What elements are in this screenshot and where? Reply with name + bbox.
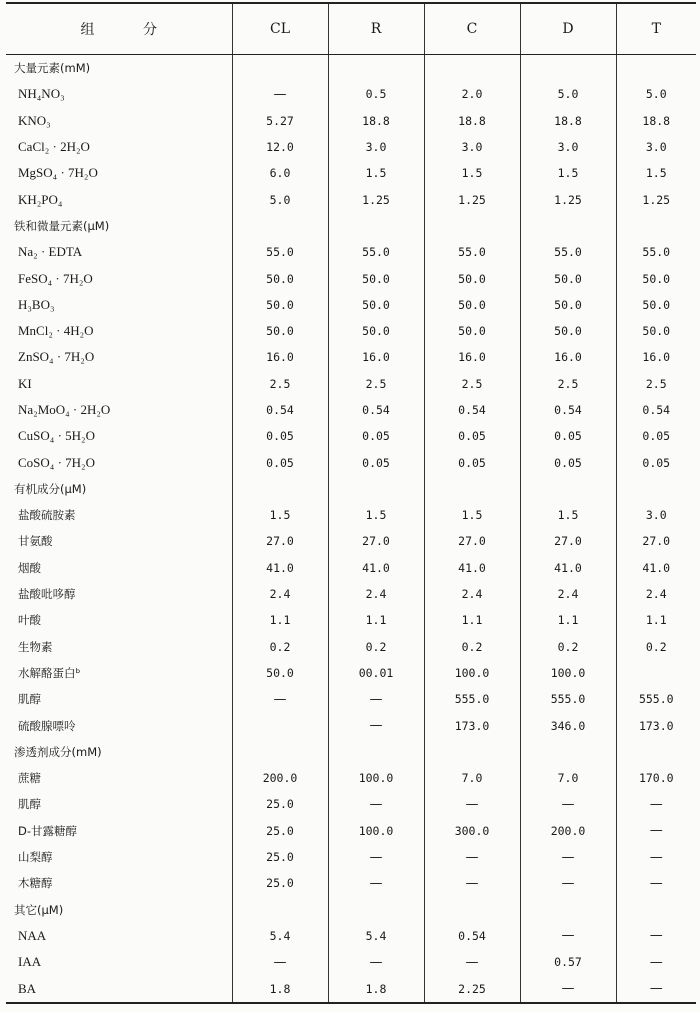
value-c: 0.2 [424, 634, 520, 660]
value-r: 1.5 [328, 160, 424, 186]
section-label: 大量元素(mM) [14, 61, 91, 76]
component-name: FeSO₄ · 7H₂O [18, 270, 93, 286]
value-t: — [616, 975, 696, 1002]
table-row [6, 555, 696, 581]
header-medium-t: T [616, 3, 696, 55]
section-label: 铁和微量元素(μM) [14, 218, 110, 233]
value-d: 2.4 [520, 581, 616, 607]
header-component: 组 分 [6, 3, 232, 55]
value-r [328, 897, 424, 923]
value-c: 55.0 [424, 239, 520, 265]
value-d: 1.25 [520, 186, 616, 212]
section-label: 渗透剂成分(mM) [14, 744, 102, 759]
value-r: 41.0 [328, 555, 424, 581]
value-r: 100.0 [328, 765, 424, 791]
value-t: 27.0 [616, 528, 696, 554]
value-cl: — [232, 949, 328, 975]
value-d: 27.0 [520, 528, 616, 554]
value-r: — [328, 712, 424, 738]
value-t: 555.0 [616, 686, 696, 712]
value-cl: 41.0 [232, 555, 328, 581]
value-r: 100.0 [328, 818, 424, 844]
value-cl: 0.2 [232, 634, 328, 660]
table-row [6, 765, 696, 791]
value-cl: 1.8 [232, 975, 328, 1002]
value-d: 200.0 [520, 818, 616, 844]
value-t: 1.5 [616, 160, 696, 186]
component-name: 甘氨酸 [18, 534, 53, 549]
value-d: — [520, 791, 616, 817]
value-t [616, 213, 696, 239]
value-r: 18.8 [328, 108, 424, 134]
value-t: 18.8 [616, 108, 696, 134]
value-d: 100.0 [520, 660, 616, 686]
value-d: 1.5 [520, 502, 616, 528]
value-d: 0.05 [520, 449, 616, 475]
value-c: 555.0 [424, 686, 520, 712]
value-d: 18.8 [520, 108, 616, 134]
value-t [616, 897, 696, 923]
value-c: 0.05 [424, 423, 520, 449]
value-c [424, 213, 520, 239]
value-d: 55.0 [520, 239, 616, 265]
value-r: 0.5 [328, 81, 424, 107]
component-name: 生物素 [18, 639, 53, 654]
component-name: MnCl₂ · 4H₂O [18, 323, 94, 339]
table-row [6, 923, 696, 949]
value-d: 0.54 [520, 397, 616, 423]
value-cl: 27.0 [232, 528, 328, 554]
component-name: IAA [18, 954, 42, 970]
value-c: 2.25 [424, 975, 520, 1002]
value-t: 50.0 [616, 318, 696, 344]
value-c: 1.1 [424, 607, 520, 633]
value-c: 41.0 [424, 555, 520, 581]
component-name: D-甘露糖醇 [18, 823, 78, 838]
value-c: 173.0 [424, 712, 520, 738]
component-name: MgSO₄ · 7H₂O [18, 165, 98, 181]
value-c: — [424, 844, 520, 870]
value-t: 50.0 [616, 292, 696, 318]
value-t: — [616, 923, 696, 949]
component-name: NAA [18, 927, 47, 943]
value-cl: 25.0 [232, 791, 328, 817]
media-composition-table [6, 2, 696, 1004]
value-r: 50.0 [328, 292, 424, 318]
value-r: 0.05 [328, 423, 424, 449]
value-d: 5.0 [520, 81, 616, 107]
value-c: 2.5 [424, 371, 520, 397]
value-cl [232, 476, 328, 502]
value-cl: 0.54 [232, 397, 328, 423]
header-medium-r: R [328, 3, 424, 55]
value-t: 0.54 [616, 397, 696, 423]
value-r: 5.4 [328, 923, 424, 949]
value-c: — [424, 791, 520, 817]
value-r: 0.2 [328, 634, 424, 660]
value-r [328, 213, 424, 239]
value-d: 7.0 [520, 765, 616, 791]
value-t: 0.05 [616, 449, 696, 475]
component-name: 山梨醇 [18, 850, 53, 865]
value-d: 50.0 [520, 292, 616, 318]
value-cl: 5.4 [232, 923, 328, 949]
value-d: 346.0 [520, 712, 616, 738]
value-r: 16.0 [328, 344, 424, 370]
component-name: H₃BO₃ [18, 296, 55, 312]
value-cl: 16.0 [232, 344, 328, 370]
table-row [6, 292, 696, 318]
table-row [6, 160, 696, 186]
value-t: 3.0 [616, 502, 696, 528]
component-name: KH₂PO₄ [18, 191, 63, 207]
component-name: CoSO₄ · 7H₂O [18, 454, 95, 470]
value-c: 0.54 [424, 923, 520, 949]
table-row [6, 607, 696, 633]
value-c: 2.0 [424, 81, 520, 107]
value-d: 50.0 [520, 265, 616, 291]
header-medium-c: C [424, 3, 520, 55]
value-d [520, 213, 616, 239]
value-r: — [328, 686, 424, 712]
value-t: — [616, 949, 696, 975]
value-r: 50.0 [328, 265, 424, 291]
header-medium-cl: CL [232, 3, 328, 55]
table-row [6, 108, 696, 134]
value-t: 1.1 [616, 607, 696, 633]
table-row [6, 528, 696, 554]
value-c: 7.0 [424, 765, 520, 791]
value-cl [232, 897, 328, 923]
table-row [6, 686, 696, 712]
value-r: 27.0 [328, 528, 424, 554]
section-header-row [6, 897, 696, 923]
table-row [6, 870, 696, 896]
value-d: 0.2 [520, 634, 616, 660]
value-d: — [520, 844, 616, 870]
component-name: 盐酸吡哆醇 [18, 587, 76, 602]
value-cl: — [232, 686, 328, 712]
value-r [328, 476, 424, 502]
component-name: 烟酸 [18, 560, 41, 575]
value-r: 55.0 [328, 239, 424, 265]
value-c: 50.0 [424, 318, 520, 344]
table-row [6, 975, 696, 1002]
value-cl [232, 712, 328, 738]
value-r [328, 55, 424, 82]
value-d: 3.0 [520, 134, 616, 160]
value-t [616, 476, 696, 502]
value-cl: 1.5 [232, 502, 328, 528]
component-name: 肌醇 [18, 692, 41, 707]
value-d: — [520, 975, 616, 1002]
value-t: 5.0 [616, 81, 696, 107]
value-cl: 50.0 [232, 292, 328, 318]
value-t: 2.5 [616, 371, 696, 397]
section-header-row [6, 55, 696, 82]
value-cl: 12.0 [232, 134, 328, 160]
value-c: 18.8 [424, 108, 520, 134]
value-c: 50.0 [424, 265, 520, 291]
value-cl: 0.05 [232, 449, 328, 475]
table-row [6, 186, 696, 212]
value-t [616, 660, 696, 686]
value-d: 0.05 [520, 423, 616, 449]
value-cl [232, 55, 328, 82]
table-row [6, 818, 696, 844]
value-t: 50.0 [616, 265, 696, 291]
value-t: 2.4 [616, 581, 696, 607]
table-row [6, 423, 696, 449]
value-cl: 5.0 [232, 186, 328, 212]
value-cl: 2.5 [232, 371, 328, 397]
section-header-row [6, 476, 696, 502]
value-t: — [616, 870, 696, 896]
value-cl: 2.4 [232, 581, 328, 607]
value-cl: 25.0 [232, 818, 328, 844]
component-name: 硫酸腺嘌呤 [18, 718, 76, 733]
value-d: — [520, 870, 616, 896]
value-cl: 25.0 [232, 844, 328, 870]
value-c: 300.0 [424, 818, 520, 844]
value-t [616, 739, 696, 765]
component-name: 水解酪蛋白ᵇ [18, 665, 81, 680]
value-t: 55.0 [616, 239, 696, 265]
value-d [520, 55, 616, 82]
section-label: 有机成分(μM) [14, 481, 87, 496]
component-name: ZnSO₄ · 7H₂O [18, 349, 95, 365]
value-cl: — [232, 81, 328, 107]
value-c: — [424, 949, 520, 975]
component-name: 盐酸硫胺素 [18, 508, 76, 523]
value-c: 50.0 [424, 292, 520, 318]
value-c [424, 476, 520, 502]
value-d [520, 739, 616, 765]
component-name: 木糖醇 [18, 876, 53, 891]
value-c: 2.4 [424, 581, 520, 607]
component-name: NH₄NO₃ [18, 86, 65, 102]
value-t: — [616, 844, 696, 870]
value-t: 41.0 [616, 555, 696, 581]
table-row [6, 844, 696, 870]
table-row [6, 660, 696, 686]
value-r: 1.25 [328, 186, 424, 212]
value-c [424, 55, 520, 82]
value-c: 1.25 [424, 186, 520, 212]
table-row [6, 371, 696, 397]
value-t [616, 55, 696, 82]
component-name: BA [18, 980, 37, 996]
value-d [520, 476, 616, 502]
value-t: — [616, 791, 696, 817]
table-row [6, 502, 696, 528]
section-header-row [6, 213, 696, 239]
table-body [6, 55, 696, 1003]
value-r: 1.5 [328, 502, 424, 528]
component-name: Na₂ · EDTA [18, 244, 83, 260]
header-medium-d: D [520, 3, 616, 55]
table-row [6, 397, 696, 423]
table-row [6, 134, 696, 160]
table-row [6, 449, 696, 475]
value-r [328, 739, 424, 765]
value-r: 1.8 [328, 975, 424, 1002]
value-r: 0.54 [328, 397, 424, 423]
value-r: — [328, 791, 424, 817]
value-t: 3.0 [616, 134, 696, 160]
component-name: 肌醇 [18, 797, 41, 812]
value-cl: 55.0 [232, 239, 328, 265]
value-t: — [616, 818, 696, 844]
table-row [6, 344, 696, 370]
value-t: 173.0 [616, 712, 696, 738]
value-c: — [424, 870, 520, 896]
value-c: 3.0 [424, 134, 520, 160]
value-r: 2.4 [328, 581, 424, 607]
value-r: — [328, 870, 424, 896]
component-name: Na₂MoO₄ · 2H₂O [18, 402, 111, 417]
component-name: 叶酸 [18, 613, 41, 628]
value-cl: 5.27 [232, 108, 328, 134]
value-t: 1.25 [616, 186, 696, 212]
value-d: 1.5 [520, 160, 616, 186]
value-r: 1.1 [328, 607, 424, 633]
value-c: 16.0 [424, 344, 520, 370]
component-name: KNO₃ [18, 112, 51, 128]
value-cl: 50.0 [232, 265, 328, 291]
value-c: 100.0 [424, 660, 520, 686]
value-cl: 1.1 [232, 607, 328, 633]
table-row [6, 239, 696, 265]
table-row [6, 791, 696, 817]
value-d: — [520, 923, 616, 949]
value-d: 41.0 [520, 555, 616, 581]
value-cl: 6.0 [232, 160, 328, 186]
component-name: KI [18, 375, 32, 391]
value-d: 2.5 [520, 371, 616, 397]
value-d: 0.57 [520, 949, 616, 975]
value-cl: 25.0 [232, 870, 328, 896]
table-row [6, 318, 696, 344]
table-row [6, 81, 696, 107]
table-row [6, 265, 696, 291]
table-row [6, 949, 696, 975]
value-r: — [328, 844, 424, 870]
value-cl: 0.05 [232, 423, 328, 449]
value-cl [232, 739, 328, 765]
value-d: 555.0 [520, 686, 616, 712]
value-d: 1.1 [520, 607, 616, 633]
component-name: CuSO₄ · 5H₂O [18, 428, 95, 444]
value-r: 00.01 [328, 660, 424, 686]
value-c: 27.0 [424, 528, 520, 554]
component-name: 蔗糖 [18, 771, 41, 786]
table-row [6, 581, 696, 607]
value-c [424, 739, 520, 765]
section-label: 其它(μM) [14, 902, 64, 917]
value-cl [232, 213, 328, 239]
value-t: 170.0 [616, 765, 696, 791]
value-r: 50.0 [328, 318, 424, 344]
value-cl: 200.0 [232, 765, 328, 791]
value-c: 0.54 [424, 397, 520, 423]
value-c: 0.05 [424, 449, 520, 475]
table-row [6, 634, 696, 660]
value-c: 1.5 [424, 502, 520, 528]
value-t: 0.2 [616, 634, 696, 660]
value-cl: 50.0 [232, 318, 328, 344]
value-t: 0.05 [616, 423, 696, 449]
table-row [6, 712, 696, 738]
component-name: CaCl₂ · 2H₂O [18, 139, 90, 155]
value-r: 3.0 [328, 134, 424, 160]
value-r: — [328, 949, 424, 975]
value-t: 16.0 [616, 344, 696, 370]
value-c [424, 897, 520, 923]
header-row [6, 3, 696, 55]
value-c: 1.5 [424, 160, 520, 186]
value-d: 50.0 [520, 318, 616, 344]
value-r: 2.5 [328, 371, 424, 397]
value-cl: 50.0 [232, 660, 328, 686]
value-d [520, 897, 616, 923]
section-header-row [6, 739, 696, 765]
value-r: 0.05 [328, 449, 424, 475]
value-d: 16.0 [520, 344, 616, 370]
